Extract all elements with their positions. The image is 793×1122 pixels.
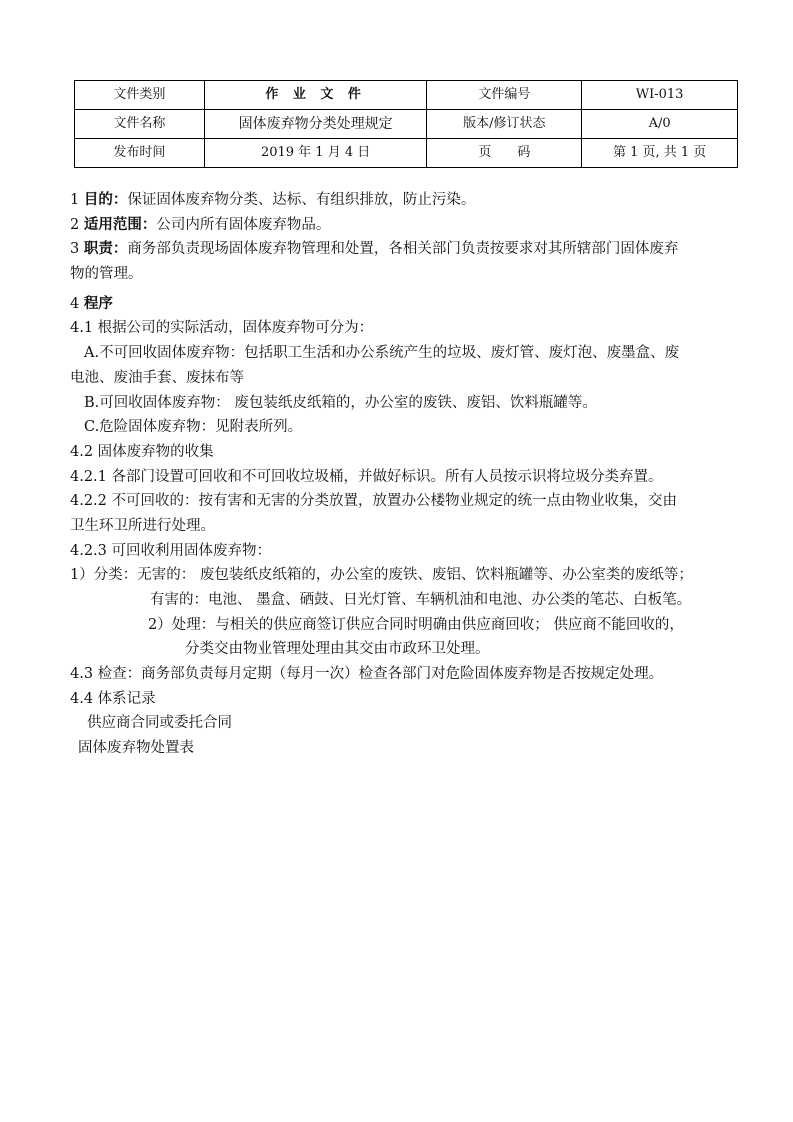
section-scope xyxy=(70,213,750,238)
para-4-1-a: A.不可回收固体废弃物：包括职工生活和办公系统产生的垃圾、废灯管、废灯泡、废墨盒、废 xyxy=(84,345,680,362)
section-number: 4 xyxy=(70,295,84,312)
value-version: A/0 xyxy=(582,110,738,139)
record-item: 供应商合同或委托合同 xyxy=(87,715,232,732)
section-number: 2 xyxy=(70,216,84,233)
table-row xyxy=(75,139,738,168)
para-4-2-2: 4.2.2 不可回收的：按有害和无害的分类放置，放置办公楼物业规定的统一点由物业收集，交由 xyxy=(70,493,677,510)
section-title: 适用范围： xyxy=(83,215,157,233)
document-header-table xyxy=(74,80,738,168)
section-duty-cont: 物的管理。 xyxy=(70,266,143,283)
para-4-2-2-cont: 卫生环卫所进行处理。 xyxy=(70,517,215,534)
section-duty xyxy=(70,237,750,262)
section-purpose xyxy=(70,188,750,213)
para-4-1-a-cont: 电池、废油手套、废抹布等 xyxy=(70,369,244,386)
value-release-date: 2019 年 1 月 4 日 xyxy=(204,139,427,168)
section-procedure xyxy=(70,292,750,317)
para-4-2-3-hazardous: 有害的：电池、 墨盒、硒鼓、日光灯管、车辆机油和电池、办公类的笔芯、白板笔。 xyxy=(150,592,692,608)
para-4-2-3-processing: 2）处理：与相关的供应商签订供应合同时明确由供应商回收； 供应商不能回收的， xyxy=(148,616,684,633)
para-4-1: 4.1 根据公司的实际活动，固体废弃物可分为： xyxy=(70,320,374,337)
para-4-2: 4.2 固体废弃物的收集 xyxy=(70,443,214,460)
section-title: 目的： xyxy=(83,191,128,208)
value-page-number: 第 1 页, 共 1 页 xyxy=(582,139,738,168)
para-4-1-b: B.可回收固体废弃物： 废包装纸皮纸箱的，办公室的废铁、废铝、饮料瓶罐等。 xyxy=(84,394,597,411)
value-doc-number: WI-013 xyxy=(582,81,738,110)
label-doc-name: 文件名称 xyxy=(75,110,205,139)
section-text: 保证固体废弃物分类、达标、有组织排放，防止污染。 xyxy=(127,192,476,208)
para-4-2-3-processing-cont: 分类交由物业管理处理由其交由市政环卫处理。 xyxy=(185,641,490,658)
label-version: 版本/修订状态 xyxy=(427,110,582,139)
para-4-2-3-classification: 1）分类：无害的： 废包装纸皮纸箱的，办公室的废铁、废铝、饮料瓶罐等、办公室类的废纸等； xyxy=(70,567,693,584)
para-4-4: 4.4 体系记录 xyxy=(70,690,156,707)
document-body xyxy=(70,188,750,761)
section-number: 3 xyxy=(70,241,84,258)
para-4-3: 4.3 检查：商务部负责每月定期（每月一次）检查各部门对危险固体废弃物是否按规定处理。 xyxy=(70,666,664,683)
value-doc-category: 作 业 文 件 xyxy=(204,81,427,110)
record-item: 固体废弃物处置表 xyxy=(78,740,194,757)
section-number: 1 xyxy=(70,192,84,208)
label-doc-number: 文件编号 xyxy=(427,81,582,110)
section-text: 公司内所有固体废弃物品。 xyxy=(156,216,331,233)
section-text: 商务部负责现场固体废弃物管理和处置，各相关部门负责按要求对其所辖部门固体废弃 xyxy=(127,241,679,258)
value-doc-name: 固体废弃物分类处理规定 xyxy=(204,110,427,139)
table-row xyxy=(75,110,738,139)
para-4-1-c: C.危险固体废弃物：见附表所列。 xyxy=(84,419,303,436)
label-release-date: 发布时间 xyxy=(75,139,205,168)
label-doc-category: 文件类别 xyxy=(75,81,205,110)
section-title: 程序 xyxy=(83,294,113,312)
section-title: 职责： xyxy=(83,240,128,258)
label-page-number: 页 码 xyxy=(427,139,582,168)
table-row xyxy=(75,81,738,110)
para-4-2-3: 4.2.3 可回收利用固体废弃物： xyxy=(70,542,272,559)
para-4-2-1: 4.2.1 各部门设置可回收和不可回收垃圾桶，并做好标识。所有人员按示识将垃圾分类弃置。 xyxy=(70,468,663,485)
